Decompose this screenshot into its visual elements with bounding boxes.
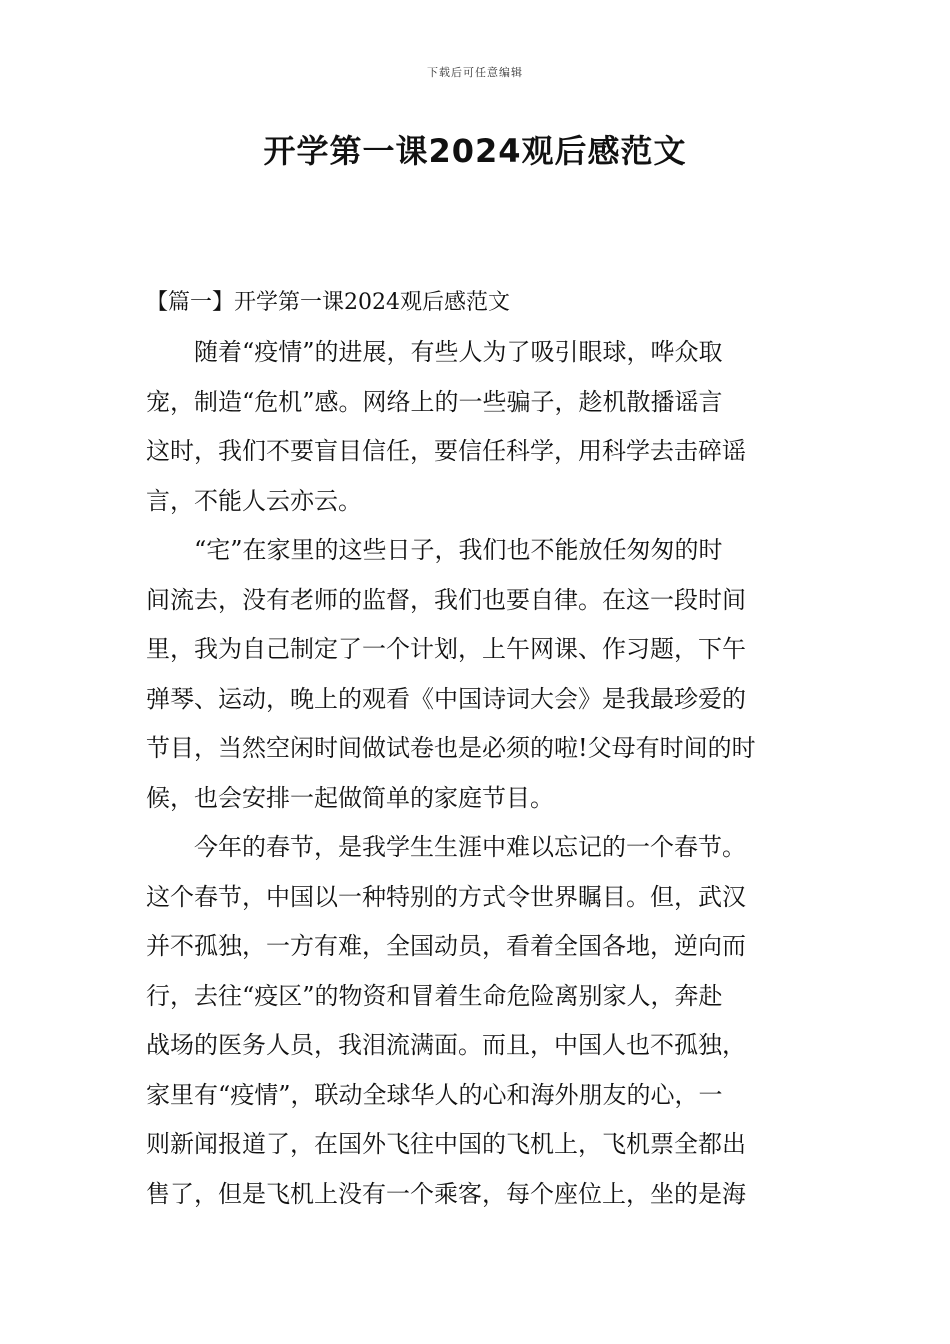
text-line: 则新闻报道了，在国外飞往中国的飞机上，飞机票全都出 <box>146 1130 746 1158</box>
paragraph-2 <box>146 526 806 823</box>
paragraph-1 <box>146 328 806 526</box>
text-line: 这时，我们不要盲目信任，要信任科学，用科学去击碎谣 <box>146 437 746 465</box>
text-line: 这个春节，中国以一种特别的方式令世界瞩目。但，武汉 <box>146 882 746 911</box>
text-line: 行，去往“疫区”的物资和冒着生命危险离别家人，奔赴 <box>146 981 723 1010</box>
text-line: 战场的医务人员，我泪流满面。而且，中国人也不孤独， <box>146 1031 746 1059</box>
text-line: 今年的春节，是我学生生涯中难以忘记的一个春节。 <box>194 833 746 861</box>
text-line: 间流去，没有老师的监督，我们也要自律。在这一段时间 <box>146 585 746 614</box>
document-title: 开学第一课2024观后感范文 <box>263 132 687 170</box>
text-line: 节目，当然空闲时间做试卷也是必须的啦!父母有时间的时 <box>146 734 756 762</box>
header-note: 下载后可任意编辑 <box>427 66 523 79</box>
text-line: 宠，制造“危机”感。网络上的一些骗子，趁机散播谣言 <box>146 387 723 416</box>
text-line: 家里有“疫情”，联动全球华人的心和海外朋友的心，一 <box>146 1080 723 1109</box>
body-text <box>146 328 806 1219</box>
section-heading: 【篇一】开学第一课2024观后感范文 <box>146 290 510 315</box>
text-line: 随着“疫情”的进展，有些人为了吸引眼球，哗众取 <box>194 338 723 366</box>
text-line: “宅”在家里的这些日子，我们也不能放任匆匆的时 <box>194 536 723 564</box>
text-line: 并不孤独，一方有难，全国动员，看着全国各地，逆向而 <box>146 932 746 960</box>
text-line: 言，不能人云亦云。 <box>146 486 362 515</box>
text-line: 候，也会安排一起做简单的家庭节目。 <box>146 783 554 812</box>
text-line: 售了，但是飞机上没有一个乘客，每个座位上，坐的是海 <box>146 1179 746 1208</box>
text-line: 弹琴、运动，晚上的观看《中国诗词大会》是我最珍爱的 <box>146 684 746 713</box>
text-line: 里，我为自己制定了一个计划，上午网课、作习题，下午 <box>146 635 746 663</box>
paragraph-3 <box>146 823 806 1219</box>
